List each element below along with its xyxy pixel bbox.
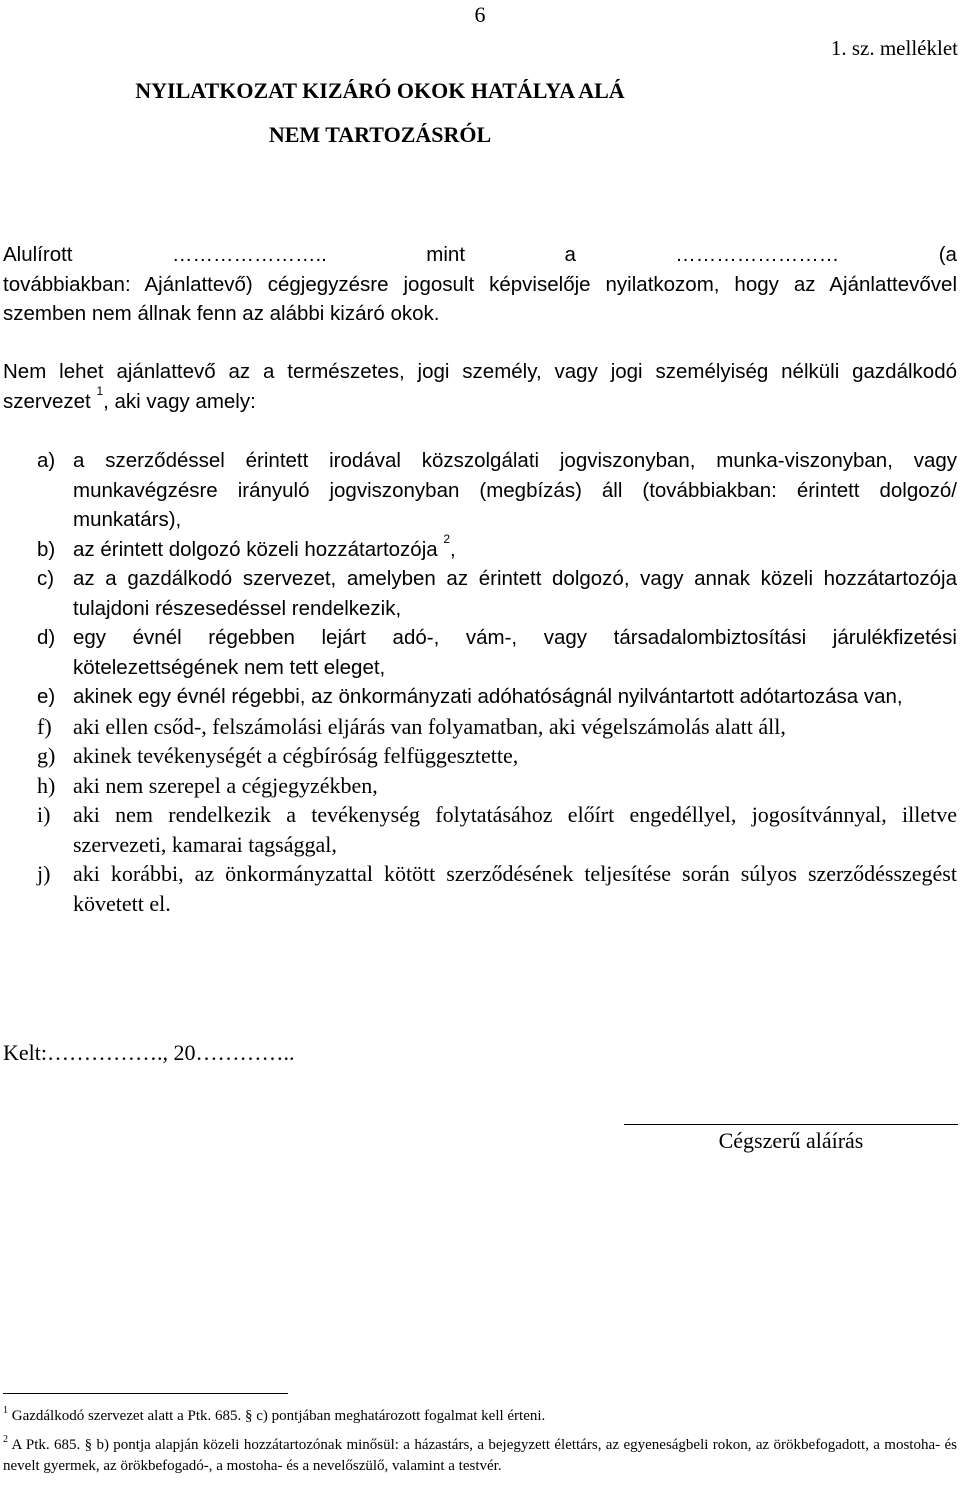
item-text: aki nem rendelkezik a tevékenység folytatásához előírt engedéllyel, jogosítvánnyal, illetve szervezeti, kamarai tagsággal, <box>73 802 957 857</box>
company-blank: …………………… <box>675 243 840 266</box>
item-letter: h) <box>37 772 56 798</box>
item-text: az a gazdálkodó szervezet, amelyben az érintett dolgozó, vagy annak közeli hozzátartozója tulajdoni részesedéssel rendelkezik, <box>73 567 957 620</box>
footnote-1 <box>3 1406 957 1427</box>
lead-text: Nem lehet ajánlattevő az a természetes, jogi személy, vagy jogi személyiség nélküli gazdálkodó szervezet <box>3 360 957 413</box>
item-text: akinek egy évnél régebbi, az önkormányzati adóhatóságnál nyilvántartott adótartozása van, <box>73 685 903 708</box>
signature-line <box>624 1124 958 1125</box>
list-item <box>37 859 957 918</box>
name-blank: ………………….. <box>171 243 327 266</box>
list-item <box>37 564 957 623</box>
list-item <box>37 741 957 771</box>
footnote-ref-1: 1 <box>96 383 104 398</box>
exclusion-list <box>37 446 957 918</box>
document-title-line-1: NYILATKOZAT KIZÁRÓ OKOK HATÁLYA ALÁ <box>135 78 625 103</box>
exclusion-lead-paragraph <box>3 357 957 416</box>
intro-word: Alulírott <box>3 243 73 266</box>
item-letter: d) <box>37 626 56 649</box>
item-letter: g) <box>37 743 56 768</box>
list-item <box>37 682 957 712</box>
intro-word: a <box>564 243 576 266</box>
item-text: egy évnél régebben lejárt adó-, vám-, vagy társadalombiztosítási járulékfizetési kötelezettségének nem tett eleget, <box>73 626 957 679</box>
item-letter: c) <box>37 567 55 590</box>
item-text: a szerződéssel érintett irodával közszolgálati jogviszonyban, munka-viszonyban, vagy munkavégzésre irányuló jogviszonyban (megbízás) áll (továbbiakban: érintett dolgozó/ munkatárs), <box>73 449 957 531</box>
footnote-number: 2 <box>3 1434 8 1445</box>
footnote-text: Gazdálkodó szervezet alatt a Ptk. 685. § c) pontjában meghatározott fogalmat kell érteni. <box>11 1408 546 1424</box>
intro-first-line <box>3 240 957 270</box>
date-place-line: Kelt:……………., 20………….. <box>3 1040 295 1065</box>
item-letter: i) <box>37 802 51 827</box>
footnote-2 <box>3 1435 957 1477</box>
item-letter: a) <box>37 449 56 472</box>
footnote-text: A Ptk. 685. § b) pontja alapján közeli hozzátartozónak minősül: a házastárs, a bejegyzett élettárs, az egyeneságbeli rokon, az örökbefogadott, a mostoha- és nevelt gyermek, az örökbefogadó-, a mostoha- és a nevelőszülő, valamint a testvér. <box>3 1437 957 1474</box>
item-letter: b) <box>37 537 56 561</box>
document-title-line-2: NEM TARTOZÁSRÓL <box>268 122 492 147</box>
signature-label: Cégszerű aláírás <box>718 1128 864 1153</box>
intro-word: (a <box>938 243 957 266</box>
item-text: aki ellen csőd-, felszámolási eljárás van folyamatban, aki végelszámolás alatt áll, <box>73 713 786 739</box>
list-item <box>37 800 957 859</box>
item-text-container <box>73 531 957 565</box>
list-item <box>37 623 957 682</box>
item-text: az érintett dolgozó közeli hozzátartozója <box>73 537 438 561</box>
list-item <box>37 771 957 801</box>
item-letter: j) <box>37 861 51 886</box>
list-item <box>37 446 957 535</box>
footnote-separator <box>3 1393 288 1394</box>
lead-tail: , aki vagy amely: <box>103 389 256 413</box>
annex-label: 1. sz. melléklet <box>830 36 958 60</box>
list-item <box>37 531 957 565</box>
intro-paragraph <box>3 240 957 329</box>
item-text: aki nem szerepel a cégjegyzékben, <box>73 772 378 798</box>
item-text: akinek tevékenységét a cégbíróság felfüggesztette, <box>73 743 519 768</box>
page-number: 6 <box>474 2 486 27</box>
item-text: aki korábbi, az önkormányzattal kötött szerződésének teljesítése során súlyos szerződésszegést követett el. <box>73 861 957 916</box>
item-letter: e) <box>37 685 56 708</box>
list-item <box>37 712 957 742</box>
footnote-ref-2: 2 <box>443 531 451 546</box>
intro-rest: továbbiakban: Ajánlattevő) cégjegyzésre jogosult képviselője nyilatkozom, hogy az Ajánlattevővel szemben nem állnak fenn az alábbi kizáró okok. <box>3 272 957 325</box>
footnote-number: 1 <box>3 1405 8 1416</box>
intro-word: mint <box>426 243 466 266</box>
item-tail: , <box>450 537 456 561</box>
item-letter: f) <box>37 713 52 739</box>
